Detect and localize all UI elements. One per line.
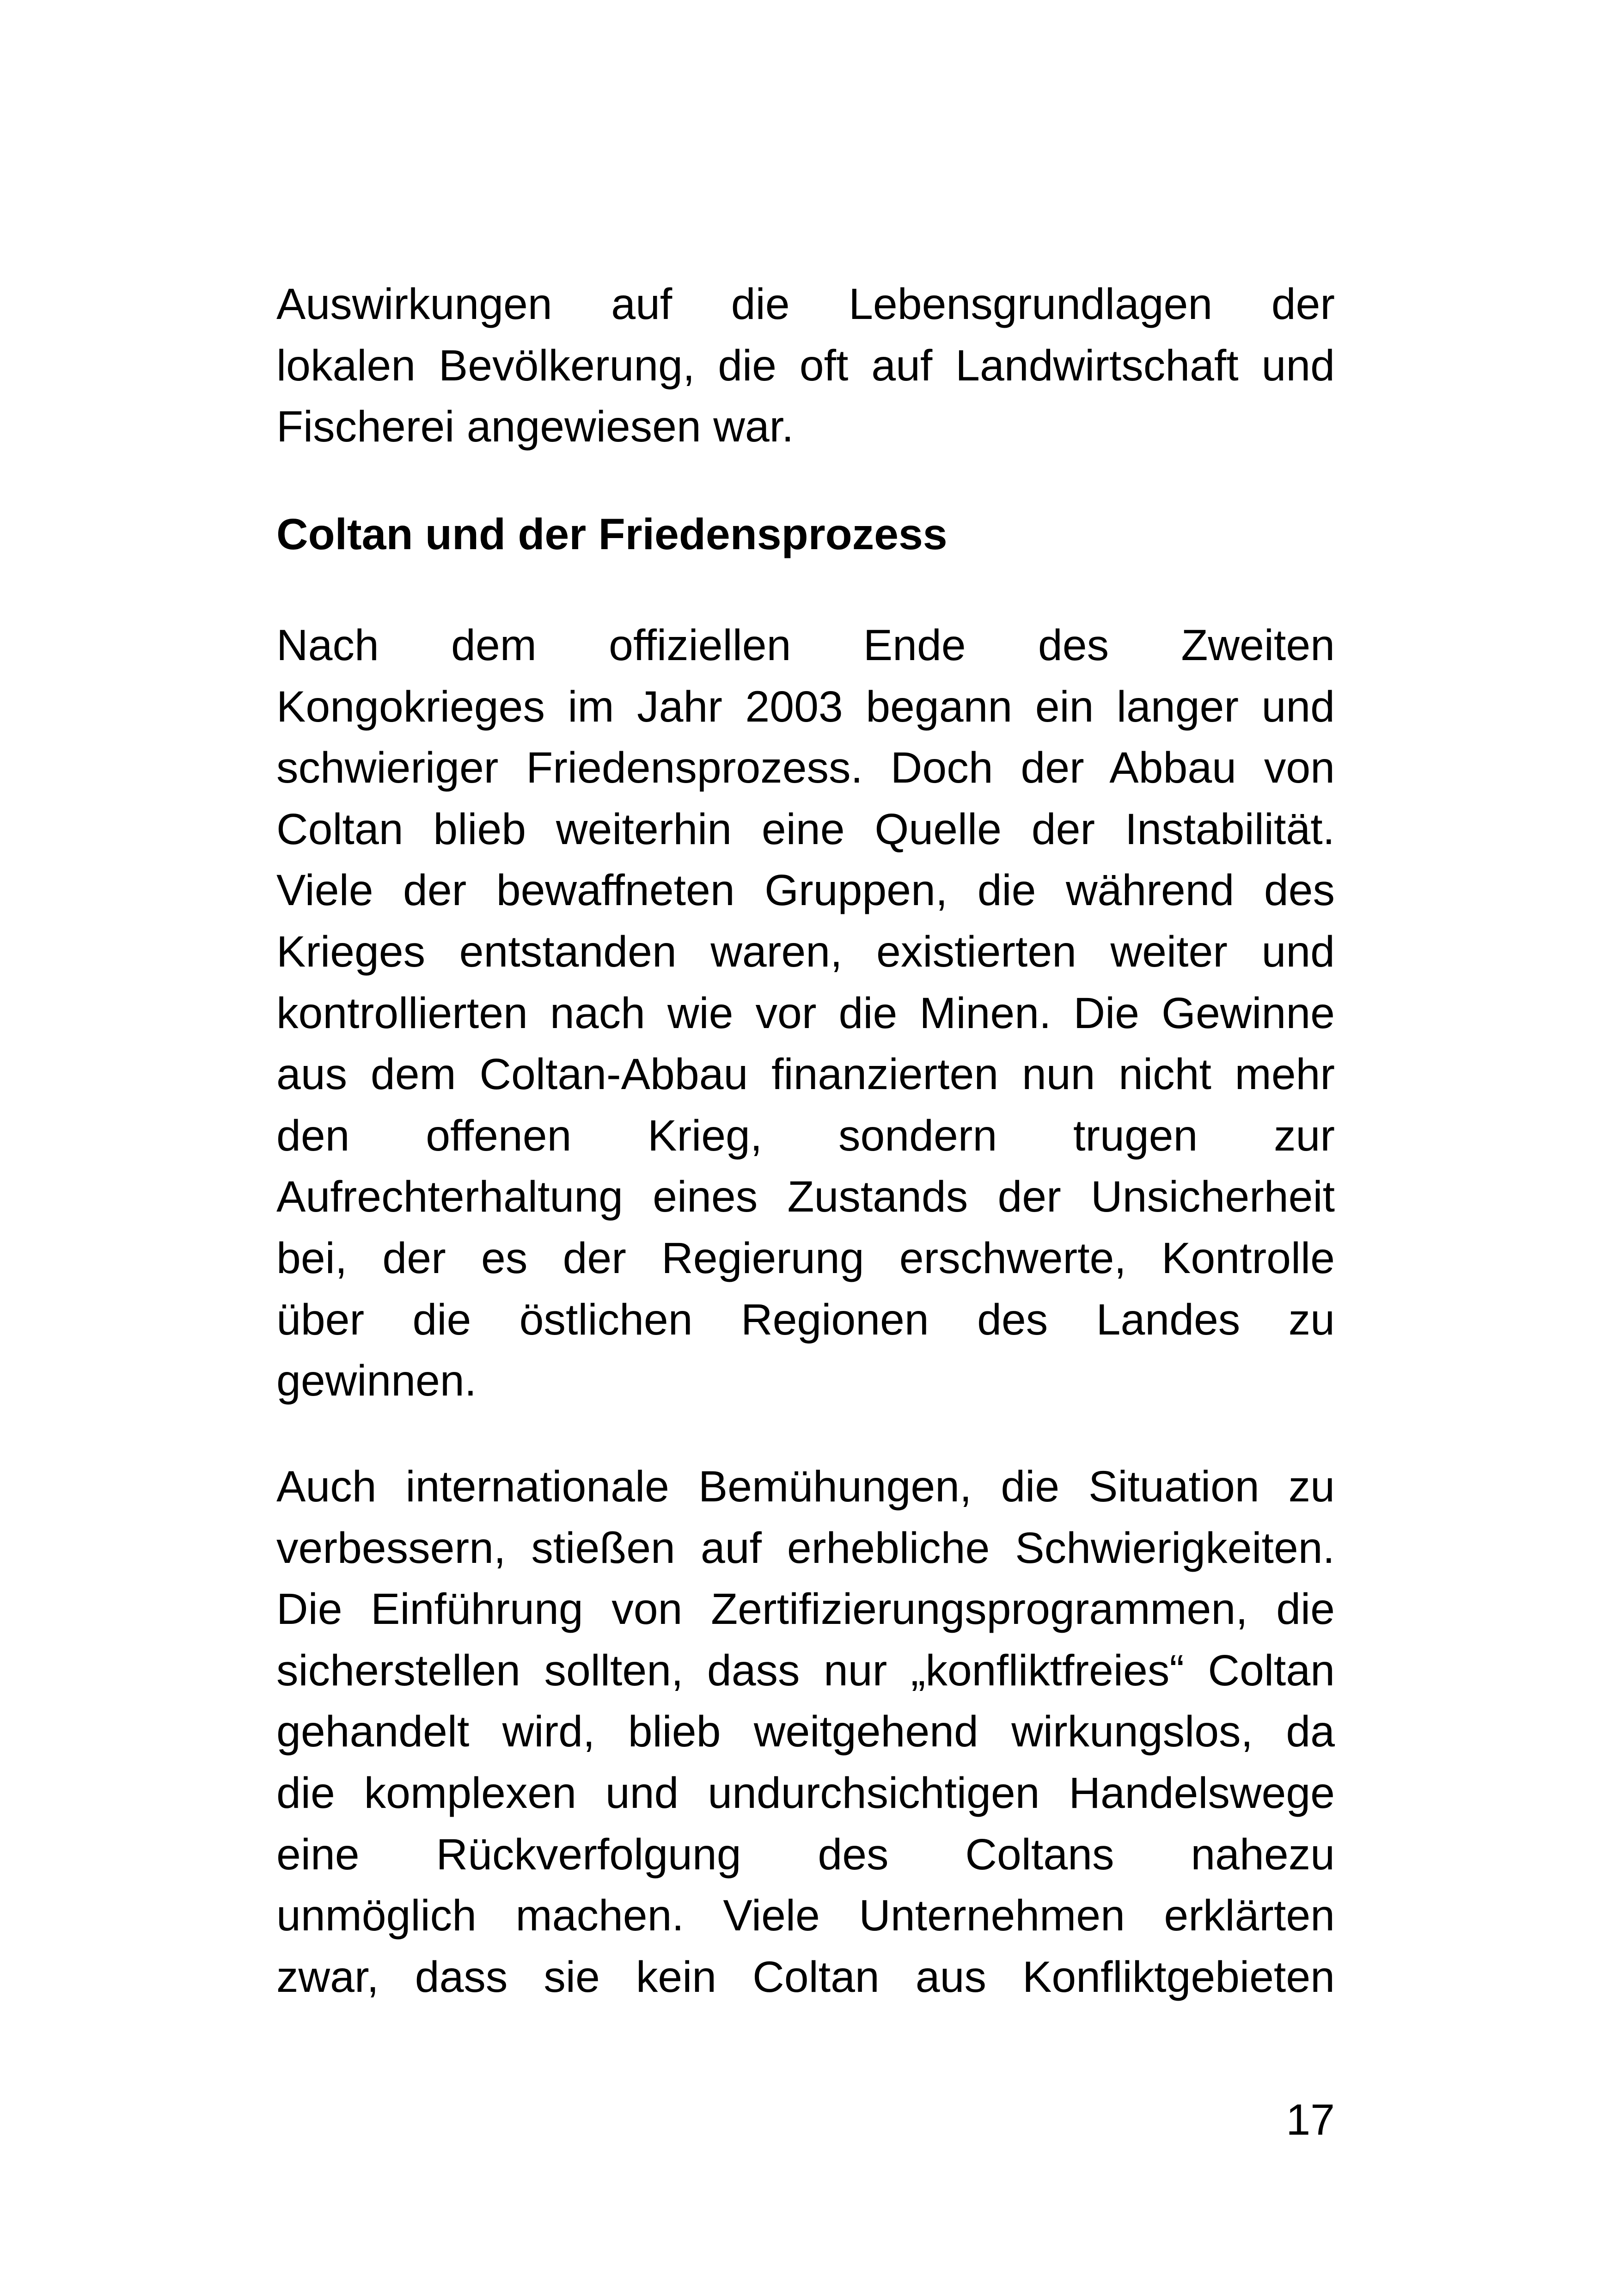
text-line: unmöglich machen. Viele Unternehmen erklärten: [276, 1891, 1335, 1941]
text-line: Krieges entstanden waren, existierten weiter und: [276, 927, 1335, 976]
text-line: gehandelt wird, blieb weitgehend wirkungslos, da: [276, 1707, 1335, 1757]
page-number: 17: [1286, 2095, 1335, 2144]
text-line: sicherstellen sollten, dass nur „konfliktfreies“ Coltan: [276, 1646, 1335, 1695]
text-line: gewinnen.: [276, 1356, 477, 1406]
text-line: Auswirkungen auf die Lebensgrundlagen der: [276, 280, 1335, 329]
paragraph-3: [276, 1456, 1335, 2008]
text-line: Auch internationale Bemühungen, die Situation zu: [276, 1462, 1335, 1511]
text-line: Fischerei angewiesen war.: [276, 402, 794, 452]
text-line: über die östlichen Regionen des Landes zu: [276, 1295, 1335, 1344]
text-line: schwieriger Friedensprozess. Doch der Abbau von: [276, 743, 1335, 793]
text-line: Viele der bewaffneten Gruppen, die während des: [276, 866, 1335, 915]
text-line: lokalen Bevölkerung, die oft auf Landwirtschaft und: [276, 341, 1335, 390]
text-line: die komplexen und undurchsichtigen Handelswege: [276, 1768, 1335, 1818]
section-heading: Coltan und der Friedensprozess: [276, 510, 948, 559]
text-line: Coltan blieb weiterhin eine Quelle der Instabilität.: [276, 804, 1335, 854]
text-line: den offenen Krieg, sondern trugen zur: [276, 1111, 1335, 1160]
text-line: Aufrechterhaltung eines Zustands der Unsicherheit: [276, 1172, 1335, 1222]
paragraph-1: [276, 274, 1335, 458]
text-line: kontrollierten nach wie vor die Minen. Die Gewinne: [276, 988, 1335, 1038]
text-line: verbessern, stießen auf erhebliche Schwierigkeiten.: [276, 1523, 1335, 1573]
paragraph-2: [276, 615, 1335, 1412]
text-line: zwar, dass sie kein Coltan aus Konfliktgebieten: [276, 1952, 1335, 2002]
text-line: Die Einführung von Zertifizierungsprogrammen, die: [276, 1585, 1335, 1634]
text-line: bei, der es der Regierung erschwerte, Kontrolle: [276, 1233, 1335, 1283]
text-line: aus dem Coltan-Abbau finanzierten nun nicht mehr: [276, 1050, 1335, 1099]
text-line: Nach dem offiziellen Ende des Zweiten: [276, 621, 1335, 670]
text-line: eine Rückverfolgung des Coltans nahezu: [276, 1830, 1335, 1879]
text-line: Kongokrieges im Jahr 2003 begann ein langer und: [276, 682, 1335, 731]
